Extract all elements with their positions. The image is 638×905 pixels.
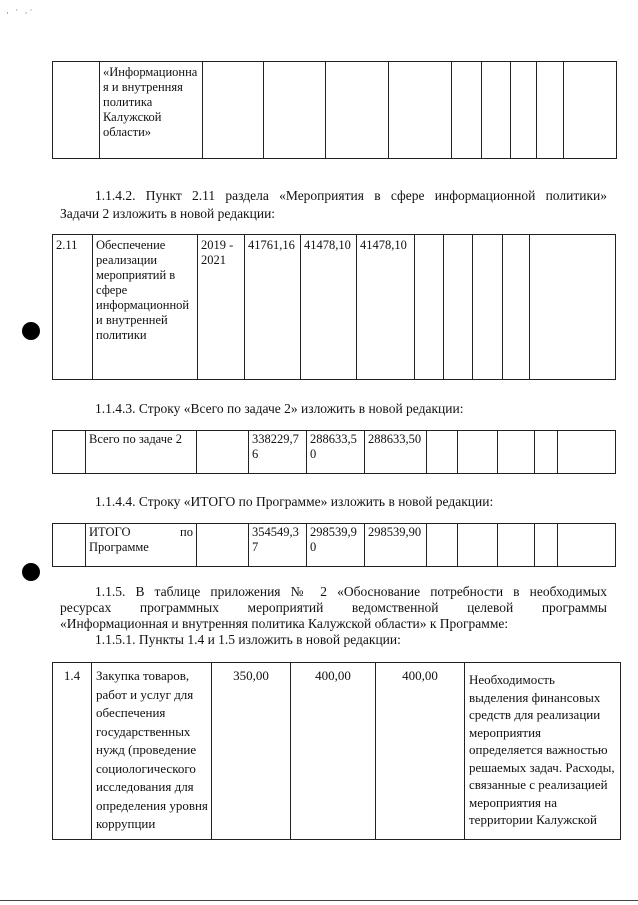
- cell-v1: 41761,16: [245, 235, 301, 380]
- cell-v2: 400,00: [291, 663, 376, 840]
- cell-e1: [415, 235, 444, 380]
- paragraph-item-1-1-4-2: [95, 187, 607, 204]
- table-row: [53, 524, 616, 567]
- cell-e5: [558, 431, 616, 474]
- scan-specks: · ˙ ·˙: [6, 8, 35, 18]
- table-row: [53, 663, 621, 840]
- table-row: [53, 431, 616, 474]
- cell-e4: [535, 524, 558, 567]
- paragraph-line: 1.1.5.1. Пункты 1.4 и 1.5 изложить в новой редакции:: [95, 632, 401, 647]
- table-item-1-4: [52, 662, 621, 840]
- paragraph-item-1-1-5-line2: [60, 599, 607, 616]
- cell-e4: [537, 62, 564, 159]
- cell-e2: [444, 235, 473, 380]
- cell-v2: [326, 62, 389, 159]
- hole-punch-mark: [22, 322, 40, 340]
- paragraph-item-1-1-5-1: [95, 631, 615, 648]
- paragraph-item-1-1-4-2-cont: [60, 205, 610, 222]
- cell-justification: Необходимость выделения финансовых средств для реализации мероприятия определяется важностью решаемых задач. Расходы, связанные с реализацией мероприятия на территории Калужской: [465, 663, 621, 840]
- cell-e3: [498, 431, 535, 474]
- cell-name: «Информационная и внутренняя политика Калужской области»: [100, 62, 203, 159]
- cell-e1: [452, 62, 482, 159]
- cell-e3: [473, 235, 503, 380]
- cell-period: [197, 524, 249, 567]
- cell-v1: [264, 62, 326, 159]
- cell-v2: 288633,50: [307, 431, 365, 474]
- paragraph-line: 1.1.4.4. Строку «ИТОГО по Программе» изложить в новой редакции:: [95, 494, 494, 509]
- table-row: [53, 62, 617, 159]
- paragraph-item-1-1-5-line3: [60, 615, 610, 632]
- cell-e3: [498, 524, 535, 567]
- cell-num: [53, 431, 86, 474]
- cell-e5: [564, 62, 617, 159]
- paragraph-line: 1.1.5. В таблице приложения № 2 «Обоснование потребности в необходимых: [95, 584, 607, 599]
- cell-v3: [389, 62, 452, 159]
- paragraph-line: 1.1.4.2. Пункт 2.11 раздела «Мероприятия в сфере информационной политики»: [95, 188, 607, 203]
- cell-v2: 41478,10: [301, 235, 357, 380]
- cell-v1: 354549,37: [249, 524, 307, 567]
- table-item-2-11: [52, 234, 616, 380]
- cell-label: ИТОГО по Программе: [86, 524, 197, 567]
- paragraph-line: 1.1.4.3. Строку «Всего по задаче 2» изложить в новой редакции:: [95, 401, 464, 416]
- cell-period: 2019 - 2021: [198, 235, 245, 380]
- hole-punch-mark: [22, 563, 40, 581]
- paragraph-line: ресурсах программных мероприятий ведомственной целевой программы: [60, 600, 607, 615]
- cell-e2: [458, 431, 498, 474]
- table-row: [53, 235, 616, 380]
- cell-e5: [530, 235, 616, 380]
- cell-num: 2.11: [53, 235, 93, 380]
- cell-e2: [458, 524, 498, 567]
- paragraph-line: Задачи 2 изложить в новой редакции:: [60, 206, 276, 221]
- cell-period: [197, 431, 249, 474]
- table-total-task-2: [52, 430, 616, 474]
- cell-period: [203, 62, 264, 159]
- cell-e3: [511, 62, 537, 159]
- cell-v2: 298539,90: [307, 524, 365, 567]
- table-continuation: [52, 61, 617, 159]
- cell-v1: 338229,76: [249, 431, 307, 474]
- cell-v3: 41478,10: [357, 235, 415, 380]
- paragraph-item-1-1-4-4: [95, 493, 615, 510]
- page-edge-line: [0, 900, 638, 901]
- cell-name: Обеспечение реализации мероприятий в сфере информационной и внутренней политики: [93, 235, 198, 380]
- cell-e4: [535, 431, 558, 474]
- cell-name: Закупка товаров, работ и услуг для обеспечения государственных нужд (проведение социологического исследования для определения уровня коррупции: [92, 663, 212, 840]
- cell-e1: [427, 431, 458, 474]
- cell-e4: [503, 235, 530, 380]
- cell-e5: [558, 524, 616, 567]
- cell-v3: 298539,90: [365, 524, 427, 567]
- cell-v1: 350,00: [212, 663, 291, 840]
- paragraph-item-1-1-4-3: [95, 400, 615, 417]
- paragraph-line: «Информационная и внутренняя политика Калужской области» к Программе:: [60, 616, 509, 631]
- cell-num: [53, 62, 100, 159]
- cell-label: Всего по задаче 2: [86, 431, 197, 474]
- cell-num: [53, 524, 86, 567]
- cell-e1: [427, 524, 458, 567]
- cell-num: 1.4: [53, 663, 92, 840]
- cell-v3: 288633,50: [365, 431, 427, 474]
- paragraph-item-1-1-5: [95, 583, 607, 600]
- cell-v3: 400,00: [376, 663, 465, 840]
- table-total-program: [52, 523, 616, 567]
- cell-e2: [482, 62, 511, 159]
